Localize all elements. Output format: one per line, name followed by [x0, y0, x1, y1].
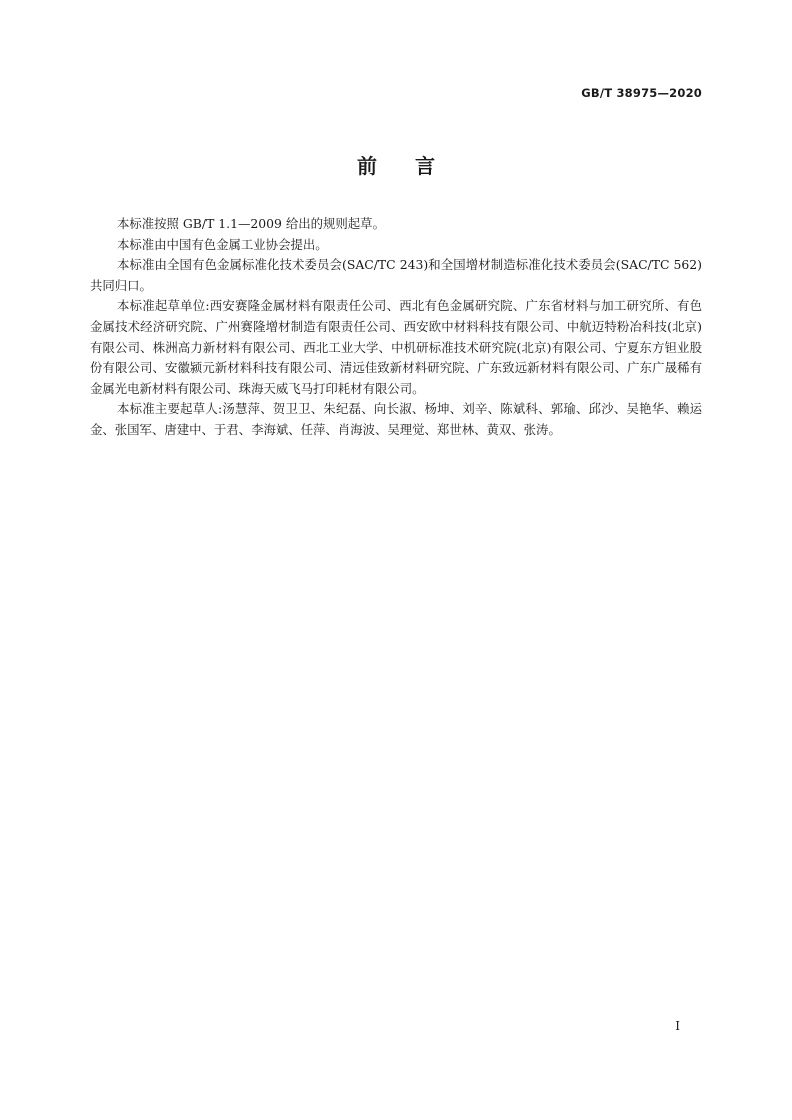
paragraph-drafting-rules: 本标准按照 GB/T 1.1—2009 给出的规则起草。: [117, 216, 385, 231]
standard-code: GB/T 38975—2020: [581, 86, 702, 100]
page-title: 前言: [357, 154, 473, 178]
page-number: I: [675, 1019, 680, 1033]
document-body: [90, 214, 702, 441]
paragraph-technical-committee: 本标准由全国有色金属标准化技术委员会(SAC/TC 243)和全国增材制造标准化技术委员会(SAC/TC 562)共同归口。: [90, 257, 702, 293]
paragraph-drafting-units: 本标准起草单位:西安赛隆金属材料有限责任公司、西北有色金属研究院、广东省材料与加工研究所、有色金属技术经济研究院、广州赛隆增材制造有限责任公司、西安欧中材料科技有限公司、中航迈特粉冶科技(北京)有限公司、株洲高力新材料有限公司、西北工业大学、中机研标准技术研究院(北京)有限公司、宁夏东方钽业股份有限公司、安徽颍元新材料科技有限公司、清远佳致新材料研究院、广东致远新材料有限公司、广东广晟稀有金属光电新材料有限公司、珠海天威飞马打印耗材有限公司。: [90, 298, 702, 396]
paragraph-main-drafters: 本标准主要起草人:汤慧萍、贺卫卫、朱纪磊、向长淑、杨坤、刘辛、陈斌科、郭瑜、邱沙、吴艳华、赖运金、张国军、唐建中、于君、李海斌、任萍、肖海波、吴理觉、郑世林、黄双、张涛。: [90, 401, 702, 437]
paragraph-proposer: 本标准由中国有色金属工业协会提出。: [117, 236, 328, 252]
